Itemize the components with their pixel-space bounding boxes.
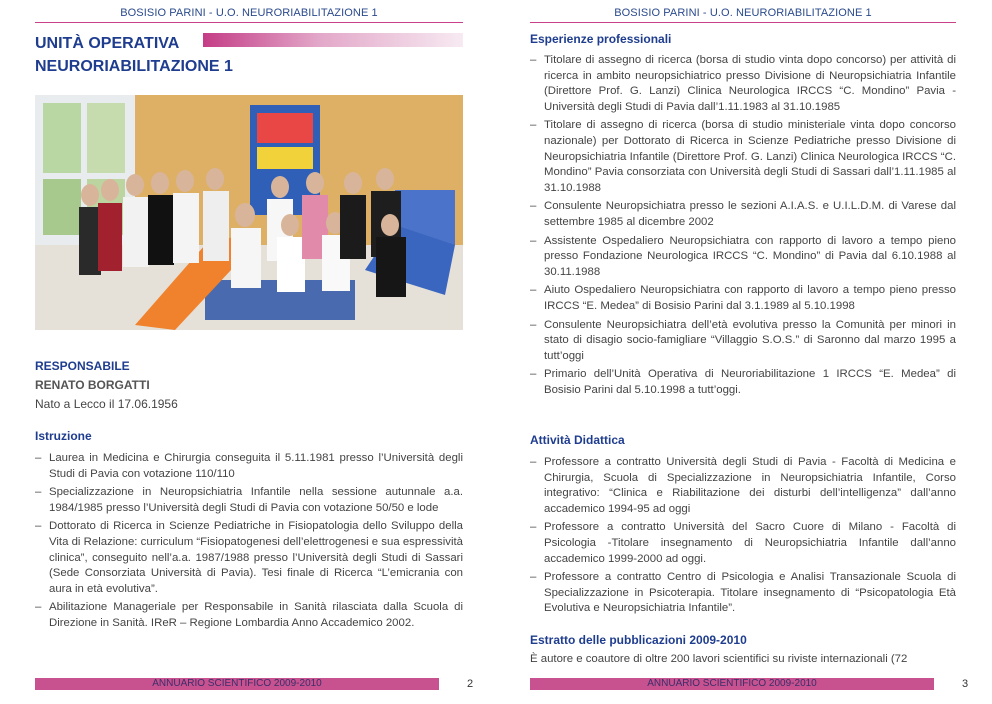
list-item: – Primario dell’Unità Operativa di Neuroriabilitazione 1 IRCCS “E. Medea” di Bosisio Parini dal 5.10.1998 a tutt’oggi. — [530, 367, 956, 398]
responsible-name: RENATO BORGATTI — [35, 378, 150, 392]
header-rule — [530, 22, 956, 23]
right-page — [530, 0, 969, 704]
teaching-heading: Attività Didattica — [530, 433, 625, 447]
education-heading: Istruzione — [35, 429, 92, 443]
publications-text: È autore e coautore di oltre 200 lavori scientifici su riviste internazionali (72 — [530, 653, 908, 665]
list-item: – Consulente Neuropsichiatra dell’età evolutiva presso la Comunità per minori in stato di disagio socio-famigliare “Villaggio S.O.S.” di Saronno dal marzo 1995 a tutt’oggi — [530, 318, 956, 365]
decorative-gradient-bar — [203, 33, 463, 47]
title-line-1: UNITÀ OPERATIVA — [35, 35, 180, 52]
experience-list — [530, 53, 956, 401]
experience-heading: Esperienze professionali — [530, 32, 672, 46]
title-line-2: NEURORIABILITAZIONE 1 — [35, 58, 233, 75]
list-item: – Consulente Neuropsichiatra presso le sezioni A.I.A.S. e U.I.L.D.M. di Varese dal settembre 1985 al dicembre 2002 — [530, 199, 956, 230]
list-item: – Assistente Ospedaliero Neuropsichiatra con rapporto di lavoro a tempo pieno presso Fondazione Neurologica IRCCS “C. Mondino” di Pavia dal 6.10.1988 al 30.11.1988 — [530, 234, 956, 281]
left-page — [35, 0, 474, 704]
education-list — [35, 451, 463, 635]
list-item: – Abilitazione Manageriale per Responsabile in Sanità rilasciata dalla Scuola di Direzione in Sanità. IReR – Regione Lombardia Anno Accademico 2002. — [35, 600, 463, 631]
page-number: 2 — [467, 678, 474, 690]
responsible-label: RESPONSABILE — [35, 359, 130, 373]
list-item: – Titolare di assegno di ricerca (borsa di studio ministeriale vinta dopo concorso nazionale) per Dottorato di Ricerca in Scienze Pediatriche presso Divisione di Neuropsichiatria Infantile (Direttore Prof. G. Lanzi) Clinica Neurologica IRCCS “C. Mondino” Pavia consorziata con Università degli Studi di Sassari dall’1.11.1985 al 31.10.1988 — [530, 118, 956, 196]
list-item: – Titolare di assegno di ricerca (borsa di studio vinta dopo concorso) per attività di ricerca in ambito neuropsichiatrico presso Divisione di Neuropsichiatria Infantile (Direttore Prof. G. Lanzi) Clinica Neurologica IRCCS “C. Mondino” Pavia - Università degli Studi di Pavia dall’1.11.1983 al 31.10.1985 — [530, 53, 956, 115]
list-item: – Aiuto Ospedaliero Neuropsichiatra con rapporto di lavoro a tempo pieno presso IRCCS “E. Medea” di Bosisio Parini dal 3.1.1989 al 5.10.1998 — [530, 283, 956, 314]
list-item: – Professore a contratto Centro di Psicologia e Analisi Transazionale Scuola di Specializzazione in Psicoterapia. Titolare insegnamento di “Psicopatologia Età Evolutiva e Neuropsichiatria Infantile”. — [530, 570, 956, 617]
running-header: BOSISIO PARINI - U.O. NEURORIABILITAZIONE 1 — [120, 7, 378, 19]
list-item: – Specializzazione in Neuropsichiatria Infantile nella sessione autunnale a.a. 1984/1985 presso l’Università degli Studi di Pavia con votazione 50/50 e lode — [35, 485, 463, 516]
responsible-birth: Nato a Lecco il 17.06.1956 — [35, 397, 178, 411]
page-number: 3 — [962, 678, 969, 690]
team-photo-illustration — [35, 95, 463, 330]
publications-heading: Estratto delle pubblicazioni 2009-2010 — [530, 633, 747, 647]
list-item: – Dottorato di Ricerca in Scienze Pediatriche in Fisiopatologia dello Sviluppo della Vita di Relazione: curriculum “Fisiopatogenesi dell’elettrogenesi e sua espressività clinica”, conseguito nell’a.a. 1987/1988 presso l’Università degli Studi di Sassari (Sede Consorziata Università di Pavia). Tesi finale di Ricerca “L’emicrania con aura in età evolutiva”. — [35, 519, 463, 597]
list-item: – Professore a contratto Università degli Studi di Pavia - Facoltà di Medicina e Chirurgia, Scuola di Specializzazione in Neuropsichiatria Infantile, Corso integrativo: “Clinica e Riabilitazione dei disturbi dell’intelligenza” dall’anno accademico 1994-95 ad oggi — [530, 455, 956, 517]
team-group-photo — [35, 95, 463, 330]
list-item: – Professore a contratto Università del Sacro Cuore di Milano - Facoltà di Psicologia -Titolare insegnamento di Neuropsichiatria Infantile dall’anno accademico 1999-2000 ad oggi. — [530, 520, 956, 567]
footer-bar — [530, 678, 934, 690]
footer-text: ANNUARIO SCIENTIFICO 2009-2010 — [647, 678, 817, 689]
running-header: BOSISIO PARINI - U.O. NEURORIABILITAZIONE 1 — [614, 7, 872, 19]
footer-text: ANNUARIO SCIENTIFICO 2009-2010 — [152, 678, 322, 689]
footer-bar — [35, 678, 439, 690]
list-item: – Laurea in Medicina e Chirurgia conseguita il 5.11.1981 presso l’Università degli Studi di Pavia con votazione 110/110 — [35, 451, 463, 482]
header-rule — [35, 22, 463, 23]
teaching-list — [530, 455, 956, 620]
